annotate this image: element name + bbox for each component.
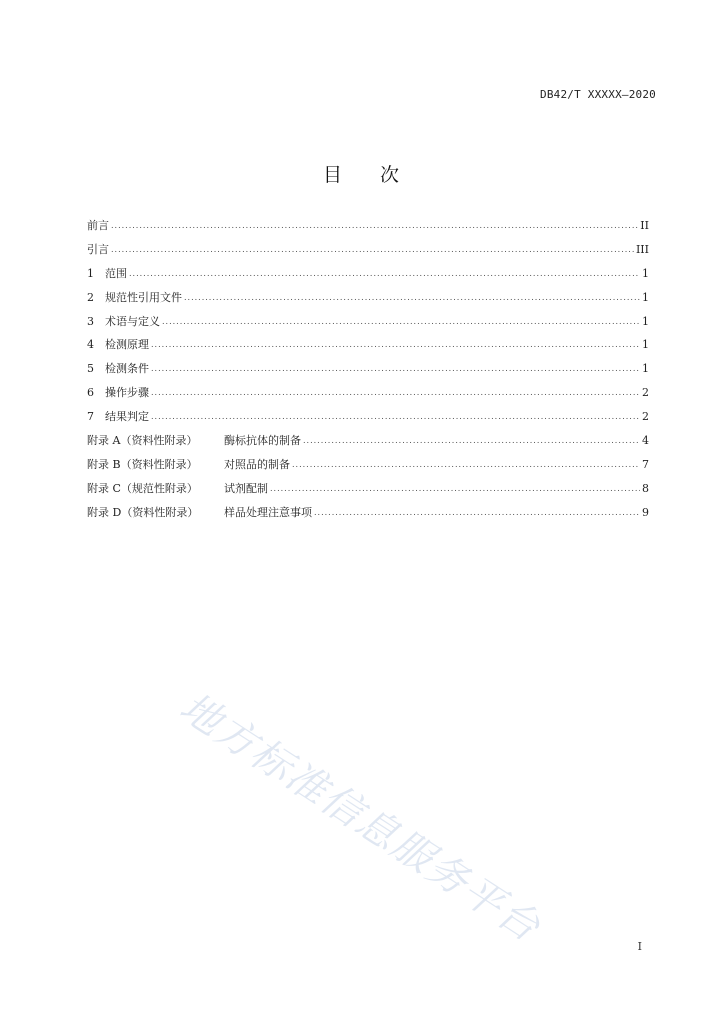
toc-leader-dots bbox=[314, 505, 640, 518]
toc-entry-page: 9 bbox=[642, 505, 649, 519]
toc-entry-number: 4 bbox=[87, 338, 94, 352]
toc-title bbox=[0, 160, 724, 187]
toc-entry-title: 酶标抗体的制备 bbox=[224, 434, 301, 448]
toc-entry-procedure[interactable] bbox=[87, 384, 649, 408]
toc-entry-title: 前言 bbox=[87, 219, 109, 232]
toc-entry-terms-definitions[interactable] bbox=[87, 313, 649, 337]
toc-entry-number: 3 bbox=[87, 314, 94, 328]
toc-entry-number: 6 bbox=[87, 386, 94, 400]
toc-entry-number: 7 bbox=[87, 410, 94, 424]
toc-leader-dots bbox=[151, 409, 640, 422]
toc-entry-title: 检测原理 bbox=[105, 338, 149, 352]
toc-leader-dots bbox=[151, 337, 640, 350]
toc-entry-page: II bbox=[640, 219, 649, 232]
toc-leader-dots bbox=[184, 290, 640, 303]
toc-leader-dots bbox=[129, 266, 640, 279]
toc-entry-page: 8 bbox=[642, 481, 649, 495]
watermark: 地方标准信息服务平台 bbox=[171, 684, 549, 952]
toc-entry-appendix-a[interactable] bbox=[87, 432, 649, 456]
toc-entry-title: 术语与定义 bbox=[105, 314, 160, 328]
toc-appendix-label: 附录 D（资料性附录） bbox=[87, 505, 199, 519]
toc-entry-normative-references[interactable] bbox=[87, 289, 649, 313]
toc-appendix-label: 附录 A（资料性附录） bbox=[87, 434, 198, 448]
toc-leader-dots bbox=[111, 218, 638, 231]
toc-entry-page: 2 bbox=[642, 386, 649, 400]
toc-appendix-label: 附录 B（资料性附录） bbox=[87, 457, 198, 471]
page-number: I bbox=[637, 940, 642, 953]
toc-entry-introduction[interactable] bbox=[87, 241, 649, 265]
toc-entry-title: 试剂配制 bbox=[224, 481, 268, 495]
toc-leader-dots bbox=[303, 433, 640, 446]
toc-title-left: 目 bbox=[322, 164, 344, 186]
toc-entry-preface[interactable] bbox=[87, 217, 649, 241]
toc-leader-dots bbox=[151, 361, 640, 374]
toc-entry-page: III bbox=[635, 242, 649, 256]
toc-entry-scope[interactable] bbox=[87, 265, 649, 289]
toc-entry-title: 检测条件 bbox=[105, 362, 149, 376]
toc-entry-page: 1 bbox=[642, 338, 649, 352]
toc-appendix-label: 附录 C（规范性附录） bbox=[87, 481, 198, 495]
toc-entry-page: 1 bbox=[642, 362, 649, 376]
document-code: DB42/T XXXXX—2020 bbox=[540, 88, 656, 101]
toc-entry-title: 规范性引用文件 bbox=[105, 290, 182, 304]
toc-leader-dots bbox=[270, 481, 640, 494]
toc-entry-page: 4 bbox=[642, 434, 649, 448]
toc-entry-number: 1 bbox=[87, 266, 94, 280]
toc-entry-page: 1 bbox=[642, 290, 649, 304]
toc-entry-result-judgment[interactable] bbox=[87, 408, 649, 432]
toc-entry-title: 引言 bbox=[87, 242, 109, 256]
toc-leader-dots bbox=[162, 314, 640, 327]
toc-leader-dots bbox=[151, 385, 640, 398]
toc-entry-title: 对照品的制备 bbox=[224, 457, 290, 471]
toc-entry-number: 2 bbox=[87, 290, 94, 304]
toc-entry-title: 范围 bbox=[105, 266, 127, 280]
toc-leader-dots bbox=[111, 242, 634, 255]
toc-entry-page: 2 bbox=[642, 410, 649, 424]
toc-entry-page: 1 bbox=[642, 266, 649, 280]
toc-entry-detection-conditions[interactable] bbox=[87, 360, 649, 384]
toc-entry-title: 结果判定 bbox=[105, 410, 149, 424]
toc-entry-appendix-c[interactable] bbox=[87, 480, 649, 504]
toc-entry-number: 5 bbox=[87, 362, 94, 376]
toc-entry-detection-principle[interactable] bbox=[87, 336, 649, 360]
table-of-contents bbox=[87, 217, 649, 528]
toc-entry-appendix-b[interactable] bbox=[87, 456, 649, 480]
toc-leader-dots bbox=[292, 457, 640, 470]
toc-entry-title: 操作步骤 bbox=[105, 386, 149, 400]
toc-entry-appendix-d[interactable] bbox=[87, 504, 649, 528]
toc-entry-title: 样品处理注意事项 bbox=[224, 505, 312, 519]
toc-title-right: 次 bbox=[380, 164, 402, 186]
toc-entry-page: 1 bbox=[642, 314, 649, 328]
toc-entry-page: 7 bbox=[642, 457, 649, 471]
